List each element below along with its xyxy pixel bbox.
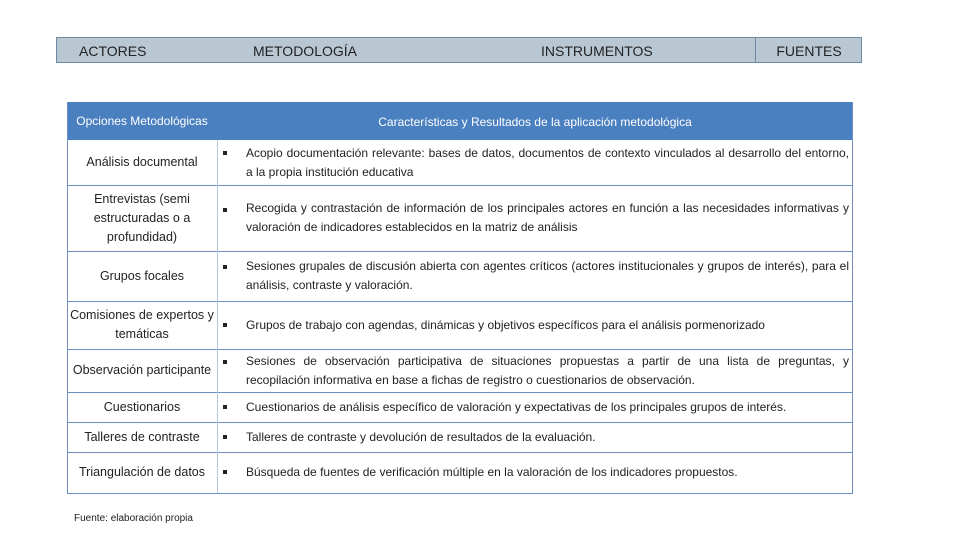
- tab-instrumentos[interactable]: INSTRUMENTOS: [541, 43, 653, 59]
- option-cell: Talleres de contraste: [84, 429, 200, 444]
- tab-actores[interactable]: ACTORES: [79, 43, 147, 59]
- option-cell: Triangulación de datos: [78, 465, 205, 479]
- bullet-icon: [223, 360, 227, 364]
- header-characteristics: Características y Resultados de la aplicación metodológica: [217, 102, 853, 140]
- top-tab-bar: [56, 37, 862, 63]
- bullet-icon: [223, 265, 227, 269]
- option-cell: Comisiones de expertos y temáticas: [70, 308, 214, 341]
- column-divider: [217, 422, 218, 452]
- table-row: [67, 422, 853, 453]
- table-row: [67, 392, 853, 423]
- column-divider: [217, 349, 218, 392]
- table-row: [67, 185, 853, 252]
- column-divider: [217, 251, 218, 301]
- description-cell: [246, 392, 849, 422]
- table-row: [67, 301, 853, 350]
- option-cell: Observación participante: [72, 363, 212, 377]
- description-cell: [246, 422, 849, 452]
- bullet-icon: [223, 151, 227, 155]
- bullet-icon: [223, 323, 227, 327]
- description-text: Cuestionarios de análisis específico de valoración y expectativas de los principales grupos de interés.: [246, 399, 787, 414]
- description-text: Talleres de contraste y devolución de resultados de la evaluación.: [246, 429, 596, 444]
- column-divider: [217, 140, 218, 185]
- table-row: [67, 251, 853, 302]
- description-text: Grupos de trabajo con agendas, dinámicas y objetivos específicos para el análisis pormenorizado: [246, 317, 765, 332]
- option-cell: Grupos focales: [99, 268, 185, 283]
- bullet-icon: [223, 435, 227, 439]
- description-text: Recogida y contrastación de información de los principales actores en función a las necesidades informativas y valoración de indicadores establecidos en la matriz de análisis: [246, 201, 849, 234]
- description-text: Acopio documentación relevante: bases de datos, documentos de contexto vinculados al desarrollo del entorno, a la propia institución educativa: [246, 145, 849, 179]
- description-text: Búsqueda de fuentes de verificación múltiple en la valoración de los indicadores propuestos.: [246, 465, 738, 479]
- option-cell: Cuestionarios: [103, 399, 181, 414]
- column-divider: [217, 185, 218, 251]
- description-text: Sesiones de observación participativa de situaciones propuestas a partir de una lista de preguntas, y recopilación informativa en base a fichas de registro o cuestionarios de observación.: [246, 353, 849, 387]
- description-cell: [246, 251, 849, 301]
- description-text: Sesiones grupales de discusión abierta con agentes críticos (actores institucionales y grupos de interés), para el análisis, contraste y valoración.: [246, 259, 849, 292]
- bullet-icon: [223, 470, 227, 474]
- option-cell: Entrevistas (semi estructuradas o a profundidad): [93, 191, 191, 244]
- header-options: Opciones Metodológicas: [67, 102, 217, 140]
- description-cell: [246, 452, 849, 493]
- table-row: [67, 452, 853, 494]
- column-divider: [217, 301, 218, 349]
- tab-fuentes[interactable]: FUENTES: [755, 38, 862, 62]
- column-divider: [217, 392, 218, 422]
- bullet-icon: [223, 208, 227, 212]
- table-row: [67, 140, 853, 186]
- table-row: [67, 349, 853, 393]
- description-cell: [246, 349, 849, 392]
- option-cell: Análisis documental: [86, 155, 198, 169]
- source-note: Fuente: elaboración propia: [74, 513, 193, 524]
- description-cell: [246, 140, 849, 185]
- description-cell: [246, 301, 849, 349]
- tab-metodologia[interactable]: METODOLOGÍA: [253, 43, 357, 59]
- bullet-icon: [223, 405, 227, 409]
- column-divider: [217, 452, 218, 493]
- description-cell: [246, 185, 849, 251]
